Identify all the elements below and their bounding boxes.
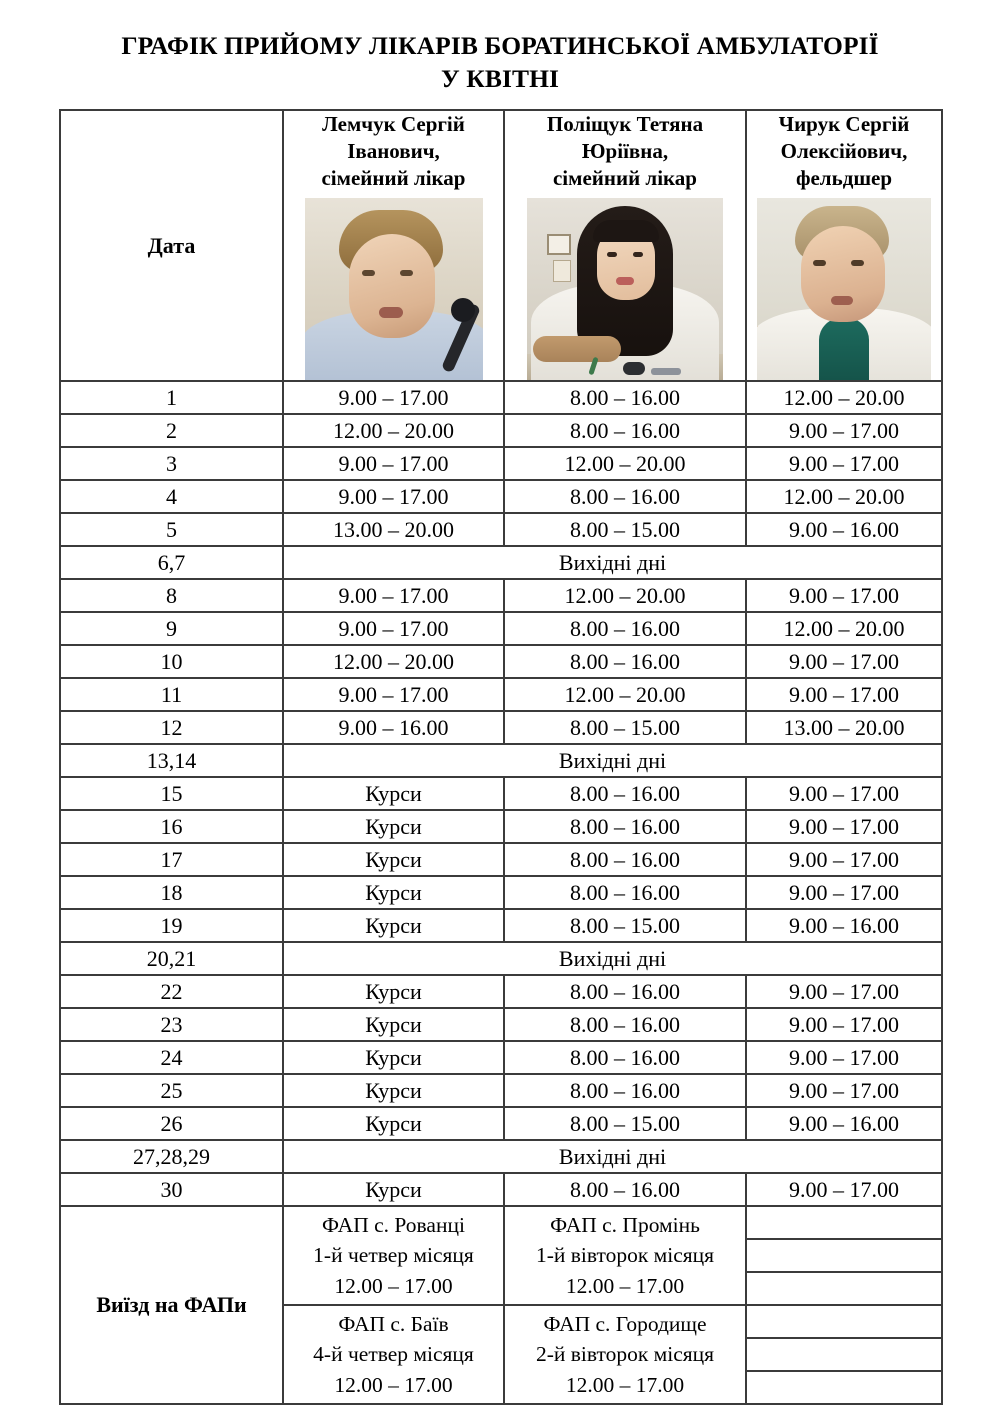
doctor-name [284,111,503,191]
column-header-date: Дата [60,110,283,381]
fap-empty-line [747,1339,941,1372]
fap-place: ФАП с. Баїв [338,1311,449,1336]
table-row [60,1107,942,1140]
shift-cell: 9.00 – 16.00 [746,909,942,942]
day-cell: 16 [60,810,283,843]
table-row [60,414,942,447]
doctor-role: фельдшер [795,165,893,190]
shift-cell: 9.00 – 17.00 [746,678,942,711]
shift-cell: 13.00 – 20.00 [283,513,504,546]
table-row [60,942,942,975]
photo-mouth [379,307,403,318]
shift-cell: 9.00 – 17.00 [746,1173,942,1206]
fap-visit-cell [504,1305,746,1404]
shift-cell: 12.00 – 20.00 [746,381,942,414]
shift-cell: 8.00 – 16.00 [504,612,746,645]
fap-place: ФАП с. Промінь [550,1212,700,1237]
shift-cell: 8.00 – 16.00 [504,810,746,843]
fap-row [60,1206,942,1305]
fap-visit-cell [283,1206,504,1305]
doctor-portrait-photo [527,198,723,380]
day-cell: 19 [60,909,283,942]
fap-visit-cell [283,1305,504,1404]
table-row [60,546,942,579]
shift-cell: 9.00 – 17.00 [746,975,942,1008]
photo-desk-tool [623,362,645,375]
day-cell: 13,14 [60,744,283,777]
day-cell: 1 [60,381,283,414]
shift-cell: 8.00 – 16.00 [504,876,746,909]
photo-mouth [831,296,853,305]
page-title-line-1: ГРАФІК ПРИЙОМУ ЛІКАРІВ БОРАТИНСЬКОЇ АМБУЛАТОРІЇ [121,31,879,60]
fap-time: 12.00 – 17.00 [334,1372,453,1397]
day-cell: 24 [60,1041,283,1074]
table-header-row [60,110,942,381]
shift-cell: 9.00 – 17.00 [746,447,942,480]
photo-desk-tool [651,368,681,375]
day-cell: 22 [60,975,283,1008]
shift-cell: 8.00 – 16.00 [504,777,746,810]
shift-cell: 9.00 – 17.00 [283,381,504,414]
shift-cell: 8.00 – 15.00 [504,1107,746,1140]
shift-cell: 9.00 – 17.00 [746,810,942,843]
shift-cell: Курси [283,876,504,909]
photo-face [349,234,435,338]
shift-cell: Курси [283,810,504,843]
day-off-cell: Вихідні дні [283,744,942,777]
fap-place: ФАП с. Рованці [322,1212,465,1237]
day-cell: 11 [60,678,283,711]
shift-cell: 12.00 – 20.00 [504,579,746,612]
shift-cell: 8.00 – 16.00 [504,1041,746,1074]
shift-cell: 8.00 – 15.00 [504,711,746,744]
shift-cell: Курси [283,909,504,942]
shift-cell: 12.00 – 20.00 [746,480,942,513]
fap-schedule-day: 2-й вівторок місяця [535,1342,715,1367]
photo-eye-left [813,260,826,266]
shift-cell: 12.00 – 20.00 [283,645,504,678]
page-title-line-2: У КВІТНІ [440,63,560,93]
shift-cell: 8.00 – 16.00 [504,843,746,876]
shift-cell: 8.00 – 16.00 [504,1173,746,1206]
shift-cell: 8.00 – 16.00 [504,645,746,678]
photo-eye-right [851,260,864,266]
shift-cell: Курси [283,1008,504,1041]
shift-cell: 9.00 – 16.00 [283,711,504,744]
photo-arm [533,336,621,362]
shift-cell: 9.00 – 17.00 [283,480,504,513]
fap-empty-line [747,1306,941,1339]
schedule-table [59,109,943,1405]
doctor-full-name: Лемчук Сергій Іванович, [322,112,465,163]
photo-wall-note [553,260,571,282]
table-row [60,579,942,612]
day-cell: 10 [60,645,283,678]
table-row [60,711,942,744]
doctor-name [747,111,941,191]
day-cell: 8 [60,579,283,612]
table-row [60,909,942,942]
shift-cell: 8.00 – 16.00 [504,414,746,447]
shift-cell: 9.00 – 17.00 [746,843,942,876]
table-row [60,1173,942,1206]
day-cell: 17 [60,843,283,876]
fap-empty-line [747,1207,941,1240]
photo-scrubs [819,318,869,380]
day-cell: 20,21 [60,942,283,975]
fap-section-label: Виїзд на ФАПи [60,1206,283,1404]
shift-cell: 12.00 – 20.00 [504,678,746,711]
shift-cell: 9.00 – 17.00 [746,579,942,612]
fap-time: 12.00 – 17.00 [334,1273,453,1298]
shift-cell: 12.00 – 20.00 [504,447,746,480]
shift-cell: 8.00 – 15.00 [504,513,746,546]
shift-cell: 8.00 – 16.00 [504,975,746,1008]
day-cell: 2 [60,414,283,447]
shift-cell: 9.00 – 17.00 [746,414,942,447]
column-header-doctor [504,110,746,381]
day-off-cell: Вихідні дні [283,942,942,975]
shift-cell: Курси [283,1074,504,1107]
table-row [60,1140,942,1173]
photo-eye-left [607,252,617,257]
shift-cell: 9.00 – 17.00 [746,1074,942,1107]
shift-cell: 8.00 – 16.00 [504,381,746,414]
fap-empty-line [747,1240,941,1273]
shift-cell: 9.00 – 17.00 [283,579,504,612]
shift-cell: Курси [283,1041,504,1074]
shift-cell: 8.00 – 16.00 [504,1074,746,1107]
day-cell: 30 [60,1173,283,1206]
shift-cell: Курси [283,1107,504,1140]
table-row [60,1074,942,1107]
day-off-cell: Вихідні дні [283,1140,942,1173]
shift-cell: 9.00 – 17.00 [746,876,942,909]
page-title [0,0,1000,95]
microphone-head-icon [451,298,475,322]
doctor-role: сімейний лікар [552,165,697,190]
shift-cell: 12.00 – 20.00 [746,612,942,645]
table-row [60,678,942,711]
fap-schedule-day: 1-й вівторок місяця [535,1243,715,1268]
shift-cell: Курси [283,777,504,810]
shift-cell: 9.00 – 16.00 [746,1107,942,1140]
doctor-role: сімейний лікар [321,165,466,190]
day-cell: 18 [60,876,283,909]
fap-empty-line [747,1372,941,1403]
fap-visit-cell [504,1206,746,1305]
shift-cell: Курси [283,975,504,1008]
fap-place: ФАП с. Городище [543,1311,707,1336]
fap-time: 12.00 – 17.00 [565,1372,685,1397]
doctor-full-name: Чирук Сергій Олексійович, [778,112,910,163]
photo-face [801,226,885,322]
day-cell: 12 [60,711,283,744]
table-row [60,810,942,843]
shift-cell: 13.00 – 20.00 [746,711,942,744]
day-cell: 15 [60,777,283,810]
shift-cell: 9.00 – 17.00 [746,1041,942,1074]
doctor-portrait-photo [757,198,931,380]
shift-cell: 8.00 – 16.00 [504,1008,746,1041]
table-row [60,1008,942,1041]
fap-empty-cell [746,1206,942,1305]
photo-eye-left [362,270,375,276]
table-row [60,447,942,480]
fap-empty-line [747,1273,941,1304]
day-cell: 6,7 [60,546,283,579]
table-row [60,480,942,513]
fap-schedule-day: 1-й четвер місяця [313,1243,474,1268]
table-row [60,876,942,909]
table-row [60,777,942,810]
shift-cell: 9.00 – 17.00 [283,447,504,480]
table-row [60,612,942,645]
shift-cell: 9.00 – 17.00 [746,777,942,810]
table-row [60,843,942,876]
day-cell: 26 [60,1107,283,1140]
doctor-full-name: Поліщук Тетяна Юріївна, [546,112,704,163]
column-header-doctor [746,110,942,381]
shift-cell: 8.00 – 15.00 [504,909,746,942]
shift-cell: Курси [283,843,504,876]
column-header-doctor [283,110,504,381]
schedule-table-wrapper [0,95,1000,1405]
day-cell: 25 [60,1074,283,1107]
fap-empty-cell [746,1305,942,1404]
photo-fringe [593,220,659,242]
photo-wall-picture [547,234,571,255]
table-row [60,645,942,678]
photo-eye-right [400,270,413,276]
day-cell: 27,28,29 [60,1140,283,1173]
day-cell: 23 [60,1008,283,1041]
day-cell: 5 [60,513,283,546]
table-row [60,1041,942,1074]
shift-cell: 12.00 – 20.00 [283,414,504,447]
doctor-name [505,111,745,191]
photo-eye-right [633,252,643,257]
table-row [60,381,942,414]
shift-cell: 9.00 – 17.00 [283,612,504,645]
day-cell: 4 [60,480,283,513]
shift-cell: 9.00 – 16.00 [746,513,942,546]
shift-cell: Курси [283,1173,504,1206]
shift-cell: 9.00 – 17.00 [283,678,504,711]
table-row [60,744,942,777]
table-row [60,513,942,546]
shift-cell: 9.00 – 17.00 [746,1008,942,1041]
shift-cell: 9.00 – 17.00 [746,645,942,678]
table-row [60,975,942,1008]
day-off-cell: Вихідні дні [283,546,942,579]
day-cell: 9 [60,612,283,645]
shift-cell: 8.00 – 16.00 [504,480,746,513]
day-cell: 3 [60,447,283,480]
fap-time: 12.00 – 17.00 [565,1273,685,1298]
doctor-portrait-photo [305,198,483,380]
fap-schedule-day: 4-й четвер місяця [313,1342,474,1367]
photo-mouth [616,277,634,285]
